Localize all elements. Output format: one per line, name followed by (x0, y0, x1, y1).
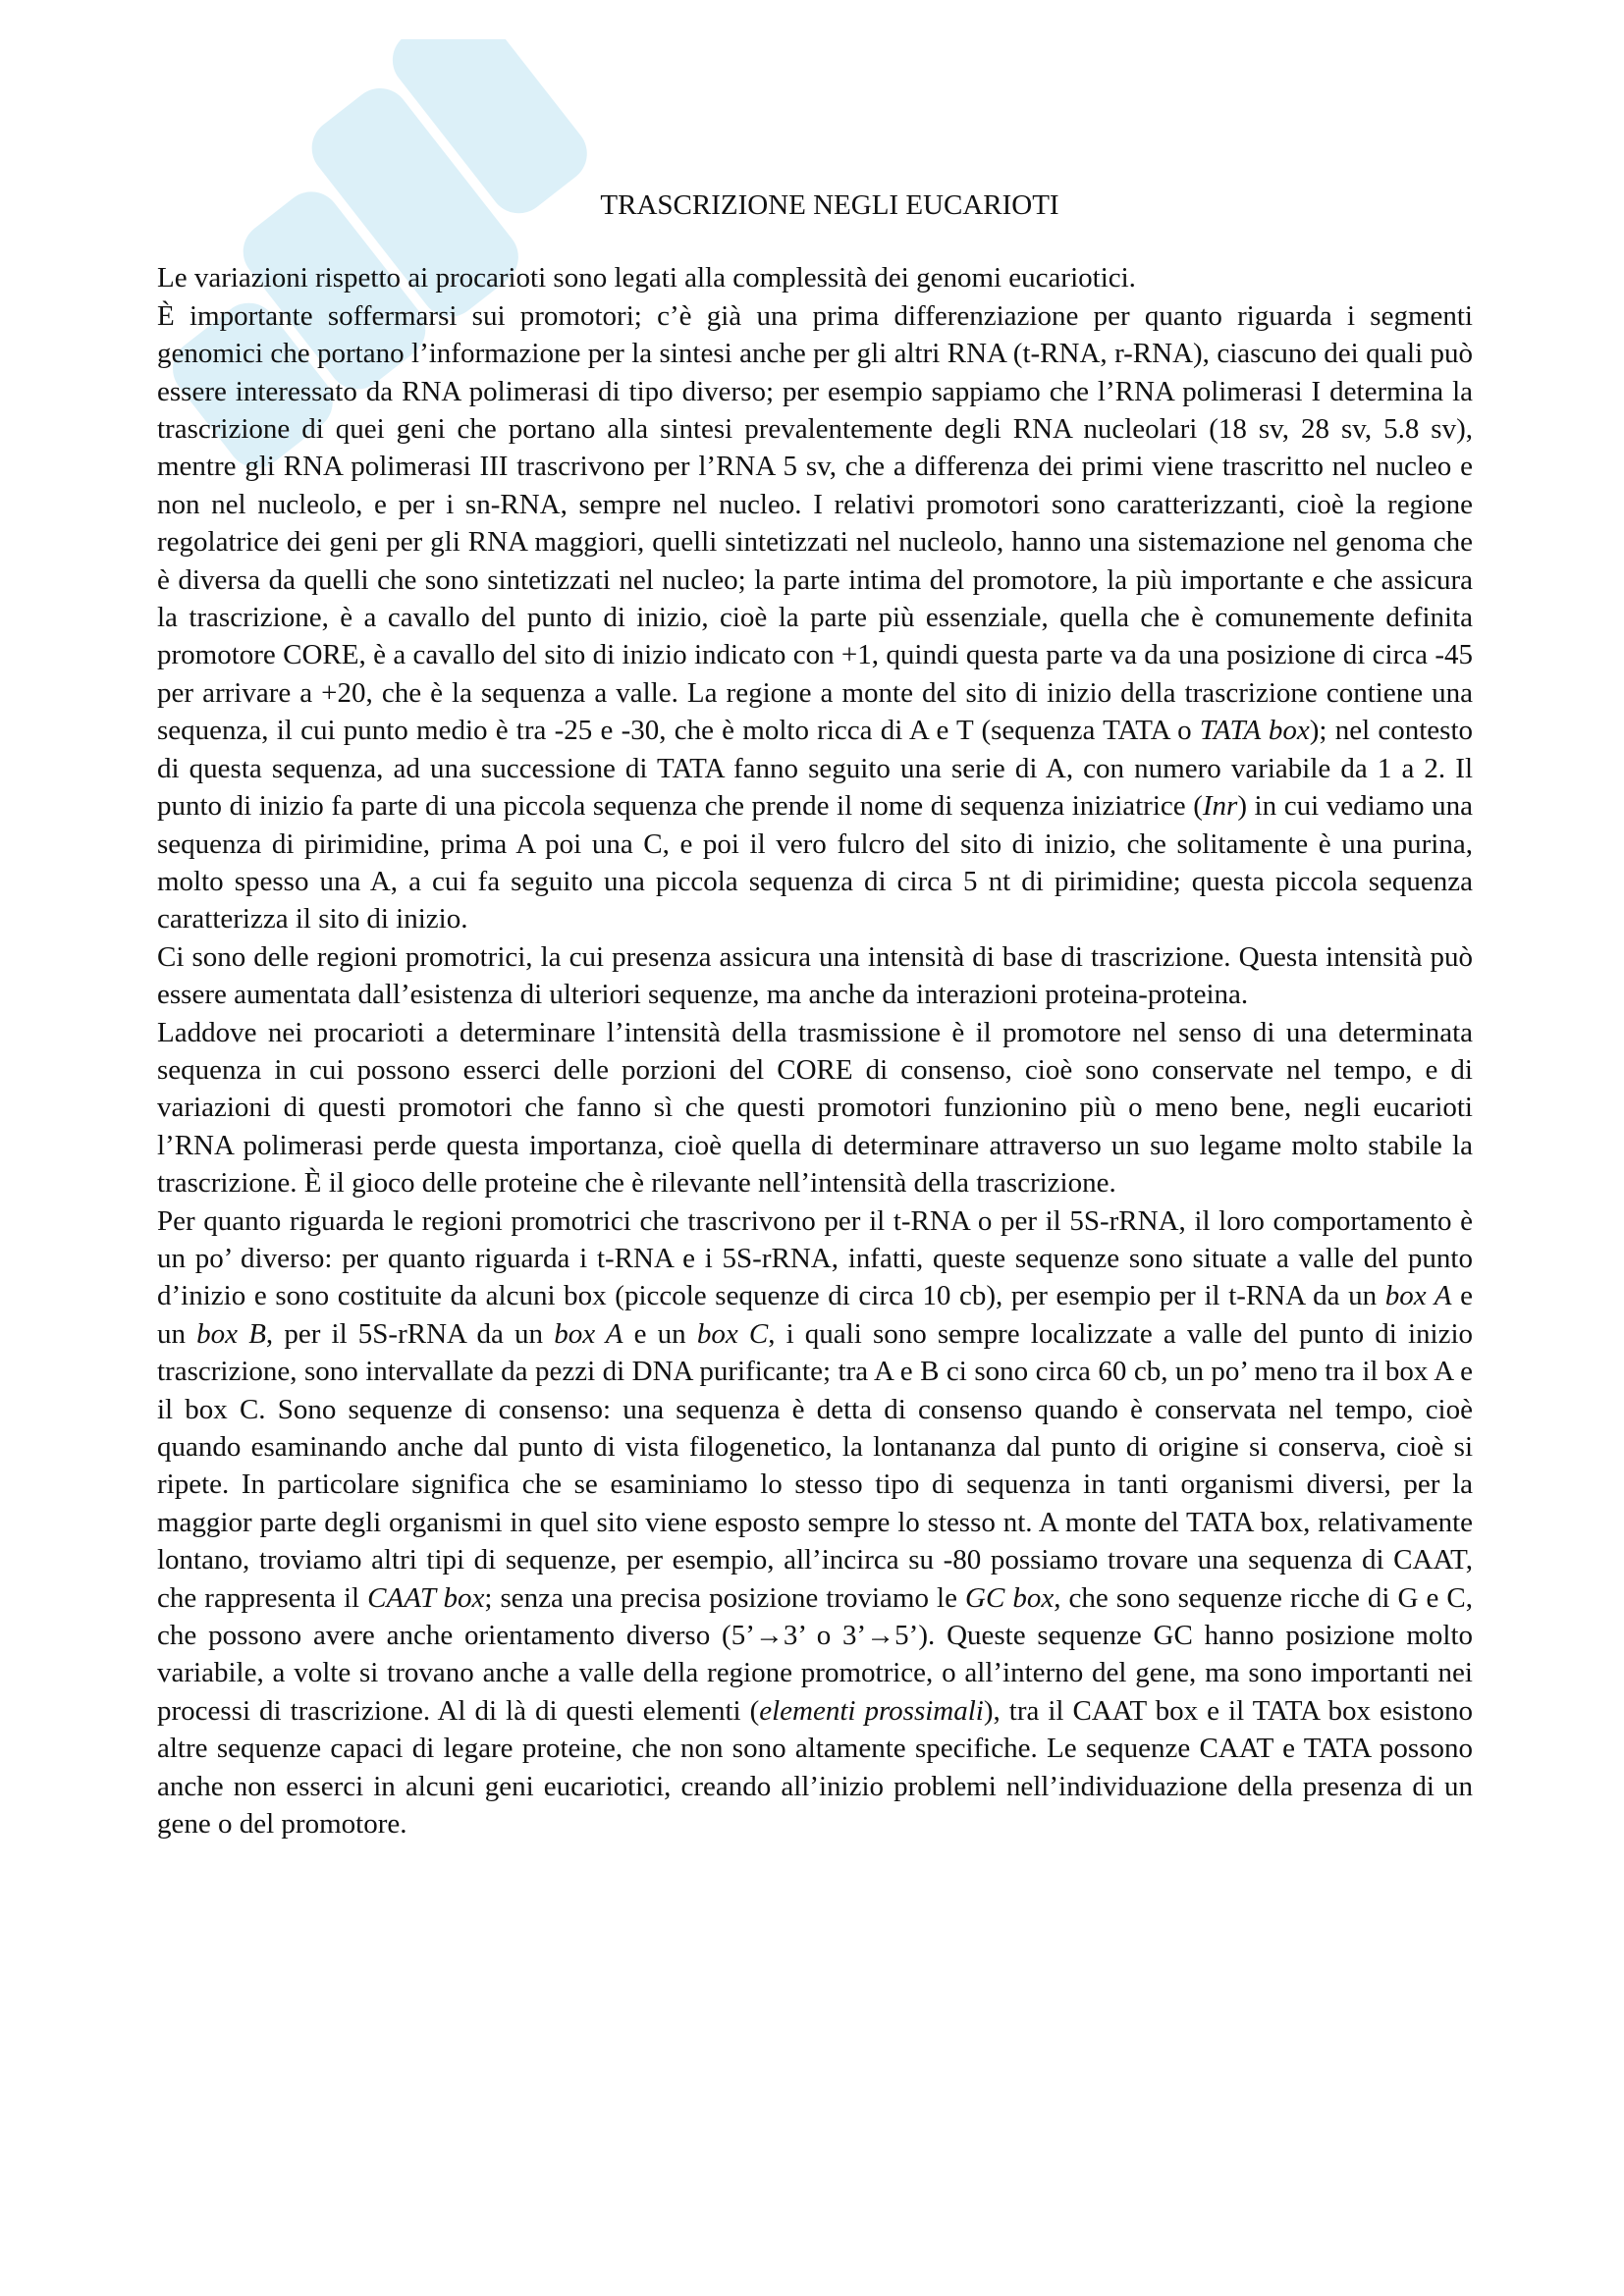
text-run: e un (157, 1280, 1473, 1350)
document-page (157, 187, 1473, 1842)
italic-term: elementi prossimali (759, 1694, 984, 1727)
document-title: TRASCRIZIONE NEGLI EUCARIOTI (600, 189, 1059, 221)
text-run: Le variazioni rispetto ai procarioti sono legati alla complessità dei genomi eucariotici. (157, 262, 1136, 294)
text-run: ); nel contesto di questa sequenza, ad una successione di TATA fanno seguito una serie di A, con numero variabile da 1 a 2. Il punto di inizio fa parte di una piccola sequenza che prende il nome di sequenza iniziatrice ( (157, 715, 1473, 823)
text-run: ), tra il CAAT box e il TATA box esistono altre sequenze capaci di legare proteine, che non sono altamente specifiche. Le sequenze CAAT e TATA possono anche non esserci in alcuni geni eucariotici, creando all’inizio problemi nell’individuazione della presenza di un gene o del promotore. (157, 1694, 1474, 1841)
text-run: ) in cui vediamo una sequenza di pirimidine, prima A poi una C, e poi il vero fulcro del sito di inizio, che solitamente è una purina, molto spesso una A, a cui fa seguito una piccola sequenza di circa 5 nt di pirimidine; questa piccola sequenza caratterizza il sito di inizio. (157, 790, 1473, 935)
paragraph (157, 1202, 1473, 1843)
text-run: Per quanto riguarda le regioni promotrici che trascrivono per il t-RNA o per il 5S-rRNA, il loro comportamento è un po’ diverso: per quanto riguarda i t-RNA e i 5S-rRNA, infatti, queste sequenze sono situate a valle del punto d’inizio e sono costituite da alcuni box (piccole sequenze di circa 10 cb), per esempio per il t-RNA da un (157, 1204, 1473, 1312)
paragraph (157, 1014, 1473, 1202)
text-run: , i quali sono sempre localizzate a valle del punto di inizio trascrizione, sono intervallate da pezzi di DNA purificante; tra A e B ci sono circa 60 cb, un po’ meno tra il box A e il box C. Sono sequenze di consenso: una sequenza è detta di consenso quando è conservata nel tempo, cioè quando esaminando anche dal punto di vista filogenetico, la lontananza dal punto di origine si conserva, cioè si ripete. In particolare significa che se esaminiamo lo stesso tipo di sequenza in tanti organismi diversi, per la maggior parte degli organismi in quel sito viene esposto sempre lo stesso nt. A monte del TATA box, relativamente lontano, troviamo altri tipi di sequenze, per esempio, all’incirca su -80 possiamo trovare una sequenza di CAAT, che rappresenta il (157, 1317, 1474, 1614)
text-run: È importante soffermarsi sui promotori; c’è già una prima differenziazione per quanto riguarda i segmenti genomici che portano l’informazione per la sintesi anche per gli altri RNA (t-RNA, r-RNA), ciascuno dei quali può essere interessato da RNA polimerasi di tipo diverso; per esempio sappiamo che l’RNA polimerasi I determina la trascrizione di quei geni che portano alla sintesi prevalentemente degli RNA nucleolari (18 sv, 28 sv, 5.8 sv), mentre gli RNA polimerasi III trascrivono per l’RNA 5 sv, che a differenza dei primi viene trascritto nel nucleo e non nel nucleolo, e per i sn-RNA, sempre nel nucleo. I relativi promotori sono caratterizzanti, cioè la regione regolatrice dei geni per gli RNA maggiori, quelli sintetizzati nel nucleolo, hanno una sistemazione nel genoma che è diversa da quelli che sono sintetizzati nel nucleo; la parte intima del promotore, la più importante e che assicura la trascrizione, è a cavallo del punto di inizio, cioè la parte più essenziale, quella che è comunemente definita promotore CORE, è a cavallo del sito di inizio indicato con +1, quindi questa parte va da una posizione di circa -45 per arrivare a +20, che è la sequenza a valle. La regione a monte del sito di inizio della trascrizione contiene una sequenza, il cui punto medio è tra -25 e -30, che è molto ricca di A e T (sequenza TATA o (157, 299, 1473, 747)
text-run: Laddove nei procarioti a determinare l’intensità della trasmissione è il promotore nel senso di una determinata sequenza in cui possono esserci delle porzioni del CORE di consenso, cioè sono conservate nel tempo, e di variazioni di questi promotori che fanno sì che questi promotori funzionino più o meno bene, negli eucarioti l’RNA polimerasi perde questa importanza, cioè quella di determinare attraverso un suo legame molto stabile la trascrizione. È il gioco delle proteine che è rilevante nell’intensità della trascrizione. (157, 1016, 1473, 1200)
text-run: ; senza una precisa posizione troviamo le (484, 1581, 965, 1614)
italic-term: CAAT box (367, 1581, 485, 1614)
text-run: e un (623, 1317, 697, 1350)
text-run: , per il 5S-rRNA da un (265, 1317, 555, 1350)
paragraph (157, 938, 1473, 1014)
italic-term: TATA box (1199, 715, 1310, 747)
italic-term: box A (1384, 1280, 1452, 1312)
italic-term: GC box (965, 1581, 1055, 1614)
document-body (157, 259, 1473, 1842)
text-run: , che sono sequenze ricche di G e C, che possono avere anche orientamento diverso (5’→3’ o 3’→5’). Queste sequenze GC hanno posizione molto variabile, a volte si trovano anche a valle della regione promotrice, o all’interno del gene, ma sono importanti nei processi di trascrizione. Al di là di questi elementi ( (157, 1581, 1473, 1727)
italic-term: box C (696, 1317, 769, 1350)
text-run: Ci sono delle regioni promotrici, la cui presenza assicura una intensità di base di trascrizione. Questa intensità può essere aumentata dall’esistenza di ulteriori sequenze, ma anche da interazioni proteina-proteina. (157, 940, 1473, 1011)
paragraph (157, 297, 1473, 938)
italic-term: box A (554, 1317, 623, 1350)
paragraph (157, 259, 1473, 296)
italic-term: Inr (1202, 790, 1238, 823)
italic-term: box B (196, 1317, 266, 1350)
